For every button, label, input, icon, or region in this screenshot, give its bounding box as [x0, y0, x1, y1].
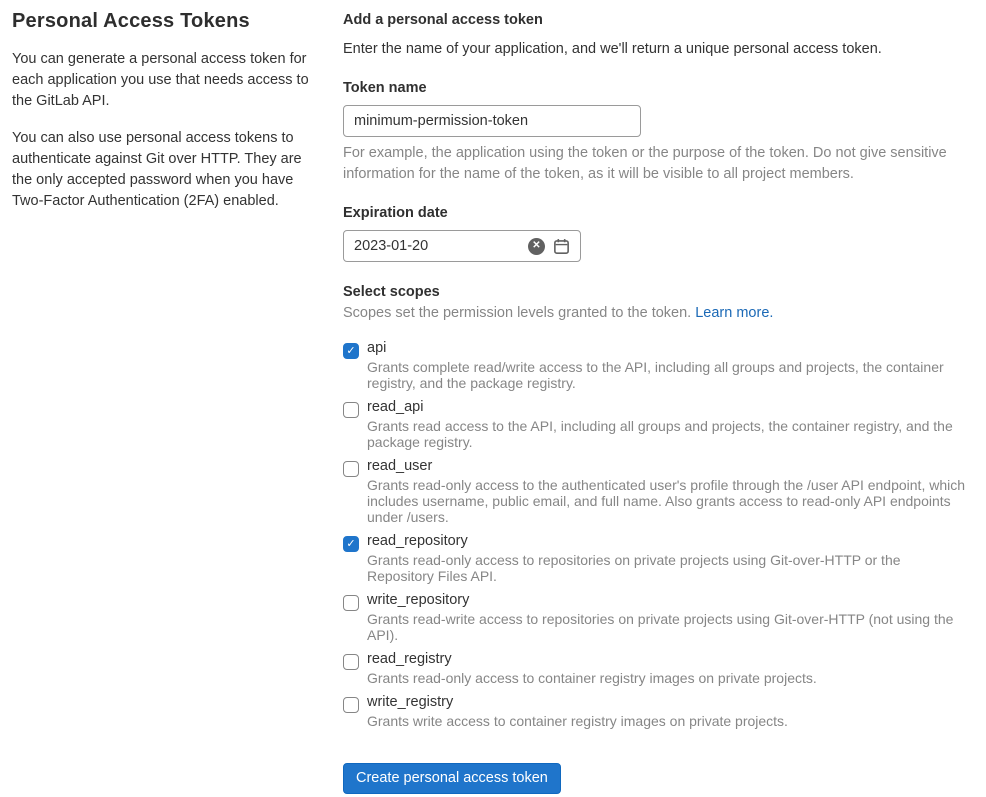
- token-name-label: Token name: [343, 80, 427, 96]
- scope-row: [343, 694, 968, 729]
- select-scopes-label: Select scopes: [343, 284, 440, 300]
- scope-description: Grants read-only access to the authenticated user's profile through the /user API endpoint, which includes username, public email, and full name. Also grants access to read-only API endpoints under /users.: [367, 477, 966, 525]
- form-heading: Add a personal access token: [343, 12, 543, 28]
- clear-date-icon[interactable]: ✕: [528, 238, 545, 255]
- token-name-value: minimum-permission-token: [354, 113, 529, 129]
- scope-row: [343, 340, 968, 391]
- expiration-input-icons: [528, 238, 570, 255]
- scope-row: [343, 651, 968, 686]
- token-form: [343, 10, 968, 794]
- create-token-button[interactable]: Create personal access token: [343, 763, 561, 794]
- token-name-help: For example, the application using the token or the purpose of the token. Do not give sensitive information for the name of the token, as it will be visible to all project members.: [343, 145, 947, 182]
- expiration-date-input[interactable]: [343, 230, 581, 262]
- scope-label-read_user[interactable]: read_user: [367, 458, 433, 474]
- scopes-help-sentence: Scopes set the permission levels granted to the token.: [343, 305, 696, 321]
- scope-checkbox-read_registry[interactable]: [343, 654, 359, 670]
- intro-paragraph-2: You can also use personal access tokens to authenticate against Git over HTTP. They are the only accepted password when you have Two-Factor Authentication (2FA) enabled.: [12, 130, 302, 209]
- scope-label-read_repository[interactable]: read_repository: [367, 533, 468, 549]
- scope-row: [343, 592, 968, 643]
- scope-description: Grants read-only access to repositories on private projects using Git-over-HTTP or the Repository Files API.: [367, 552, 901, 584]
- scope-description: Grants complete read/write access to the API, including all groups and projects, the container registry, and the package registry.: [367, 359, 944, 391]
- scope-description: Grants read access to the API, including all groups and projects, the container registry, and the package registry.: [367, 418, 953, 450]
- intro-paragraph-1: You can generate a personal access token for each application you use that needs access to the GitLab API.: [12, 51, 309, 109]
- scope-description: Grants read-write access to repositories on private projects using Git-over-HTTP (not using the API).: [367, 611, 954, 643]
- scope-checkbox-read_user[interactable]: [343, 461, 359, 477]
- scope-description: Grants write access to container registry images on private projects.: [367, 713, 788, 729]
- scope-row: [343, 399, 968, 450]
- learn-more-link[interactable]: Learn more.: [695, 305, 774, 321]
- scope-label-write_repository[interactable]: write_repository: [367, 592, 470, 608]
- scope-checkbox-write_repository[interactable]: [343, 595, 359, 611]
- expiration-date-value: 2023-01-20: [354, 238, 429, 254]
- expiration-date-label: Expiration date: [343, 205, 448, 221]
- scope-checkbox-read_repository[interactable]: ✓: [343, 536, 359, 552]
- scopes-help-text: [343, 305, 968, 321]
- scope-checkbox-write_registry[interactable]: [343, 697, 359, 713]
- scope-row: [343, 533, 968, 584]
- scope-checkbox-api[interactable]: ✓: [343, 343, 359, 359]
- scope-label-read_registry[interactable]: read_registry: [367, 651, 452, 667]
- scope-checkbox-read_api[interactable]: [343, 402, 359, 418]
- form-subheading: Enter the name of your application, and we'll return a unique personal access token.: [343, 41, 882, 57]
- scope-row: [343, 458, 968, 525]
- scopes-list: [343, 340, 968, 729]
- scope-label-api[interactable]: api: [367, 340, 387, 356]
- description-column: [12, 10, 312, 794]
- scope-description: Grants read-only access to container registry images on private projects.: [367, 670, 817, 686]
- scope-label-read_api[interactable]: read_api: [367, 399, 424, 415]
- page-title: Personal Access Tokens: [12, 10, 250, 32]
- token-name-input[interactable]: [343, 105, 641, 137]
- scope-label-write_registry[interactable]: write_registry: [367, 694, 454, 710]
- calendar-icon[interactable]: [553, 238, 570, 255]
